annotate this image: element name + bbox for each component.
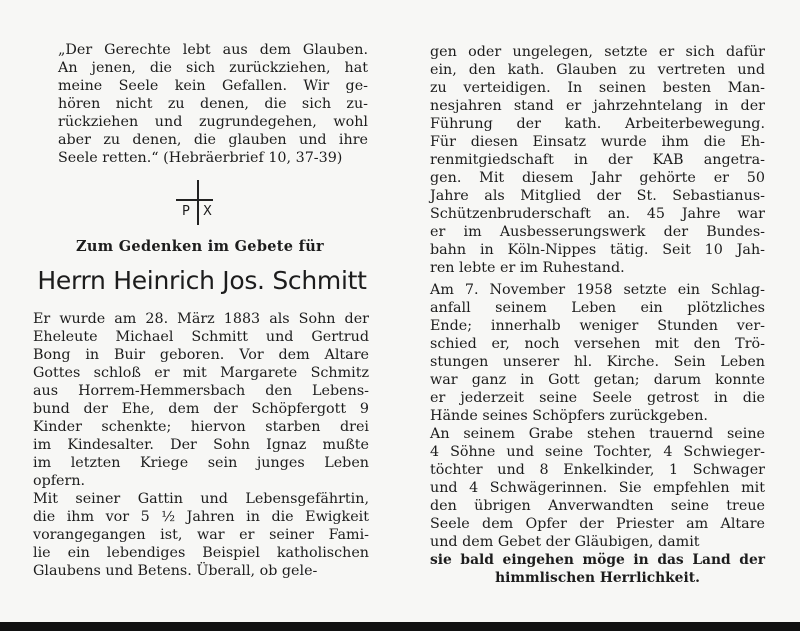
text-line: Ende; innerhalb weniger Stunden ver- — [430, 318, 765, 334]
text-line: ren lebte er im Ruhestand. — [430, 260, 625, 276]
text-line: stungen unserer hl. Kirche. Sein Leben — [430, 354, 765, 370]
text-line: Seele dem Opfer der Priester am Altare — [430, 516, 765, 532]
text-line: renmitgiedschaft in der KAB angetra- — [430, 152, 765, 168]
text-line: lie ein lebendiges Beispiel katholischen — [33, 545, 369, 561]
text-line: hören nicht zu denen, die sich zu- — [58, 96, 368, 112]
memorial-heading: Zum Gedenken im Gebete für — [76, 238, 324, 255]
text-line: im Kindesalter. Der Sohn Ignaz mußte — [33, 437, 369, 453]
text-line: vorangegangen ist, war er seiner Fami- — [33, 527, 369, 543]
text-line: Mit seiner Gattin und Lebensgefährtin, — [33, 491, 369, 507]
text-line: töchter und 8 Enkelkinder, 1 Schwager — [430, 462, 765, 478]
text-line: zu verteidigen. In seinen besten Man- — [430, 80, 765, 96]
biography-right-column — [430, 43, 765, 587]
text-line: schied er, noch versehen mit den Trö- — [430, 336, 765, 352]
text-line: Jahre als Mitglied der St. Sebastianus- — [430, 188, 765, 204]
text-line: himmlischen Herrlichkeit. — [495, 570, 700, 586]
text-line: Hände seines Schöpfers zurückgeben. — [430, 408, 708, 424]
text-line: anfall seinem Leben ein plötzliches — [430, 300, 765, 316]
text-line: er im Ausbesserungswerk der Bundes- — [430, 224, 765, 240]
text-line: bund der Ehe, dem der Schöpfergott 9 — [33, 401, 369, 417]
text-line: und dem Gebet der Gläubigen, damit — [430, 534, 700, 550]
text-line: Glaubens und Betens. Überall, ob gele- — [33, 563, 318, 579]
text-line: Eheleute Michael Schmitt und Gertrud — [33, 329, 369, 345]
text-line: nesjahren stand er jahrzehntelang in der — [430, 98, 765, 114]
text-line: und 4 Schwägerinnen. Sie empfehlen mit — [430, 480, 765, 496]
text-line: opfern. — [33, 473, 86, 489]
text-line: Er wurde am 28. März 1883 als Sohn der — [33, 311, 369, 327]
text-line: An jenen, die sich zurückziehen, hat — [58, 60, 368, 76]
text-line: gen. Mit diesem Jahr gehörte er 50 — [430, 170, 765, 186]
text-line: aber zu denen, die glauben und ihre — [58, 132, 368, 148]
text-line: 4 Söhne und seine Tochter, 4 Schwieger- — [430, 444, 765, 460]
symbol-letter-p: P — [182, 204, 190, 219]
text-line: Schützenbruderschaft an. 45 Jahre war — [430, 206, 765, 222]
text-line: bahn in Köln-Nippes tätig. Seit 10 Jah- — [430, 242, 765, 258]
text-line: war ganz in Gott getan; darum konnte — [430, 372, 765, 388]
text-line: ein, den kath. Glauben zu vertreten und — [430, 62, 765, 78]
text-line: Kinder schenkte; hiervon starben drei — [33, 419, 369, 435]
text-line: gen oder ungelegen, setzte er sich dafür — [430, 44, 765, 60]
text-line: meine Seele kein Gefallen. Wir ge- — [58, 78, 368, 94]
text-line: „Der Gerechte lebt aus dem Glauben. — [58, 42, 368, 58]
text-line: Seele retten.“ (Hebräerbrief 10, 37-39) — [58, 150, 343, 166]
scan-bottom-edge — [0, 622, 800, 631]
text-line: Am 7. November 1958 setzte ein Schlag- — [430, 282, 765, 298]
text-line: rückziehen und zugrundegehen, wohl — [58, 114, 368, 130]
bible-quote — [58, 41, 368, 167]
text-line: An seinem Grabe stehen trauernd seine — [430, 426, 765, 442]
text-line: sie bald eingehen möge in das Land der — [430, 552, 765, 568]
text-line: Bong in Buir geboren. Vor dem Altare — [33, 347, 369, 363]
text-line: im letzten Kriege sein junges Leben — [33, 455, 369, 471]
chi-rho-cross-icon — [176, 180, 220, 225]
text-line: Für diesen Einsatz wurde ihm die Eh- — [430, 134, 765, 150]
biography-left-column — [33, 310, 369, 580]
text-line: Gottes schloß er mit Margarete Schmitz — [33, 365, 369, 381]
text-line: den übrigen Anverwandten seine treue — [430, 498, 765, 514]
text-line: aus Horrem-Hemmersbach den Lebens- — [33, 383, 369, 399]
text-line: Führung der kath. Arbeiterbewegung. — [430, 116, 765, 132]
deceased-name: Herrn Heinrich Jos. Schmitt — [37, 266, 367, 295]
symbol-letter-x: X — [203, 204, 212, 219]
text-line: die ihm vor 5 ½ Jahren in die Ewigkeit — [33, 509, 369, 525]
text-line: er jederzeit seine Seele getrost in die — [430, 390, 765, 406]
